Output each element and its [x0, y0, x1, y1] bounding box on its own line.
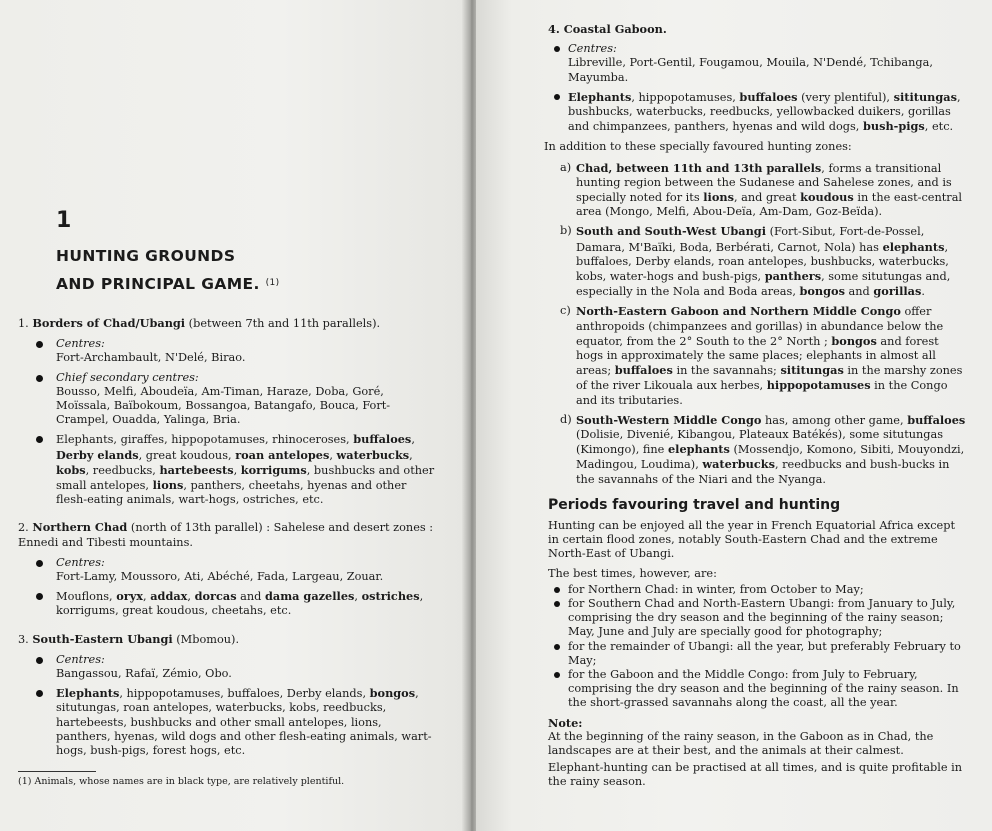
zone-3-title: 3. South-Eastern Ubangi (Mbomou). — [18, 631, 240, 646]
zone-3 — [18, 632, 438, 759]
chapter-title — [56, 243, 438, 298]
zone-1-title: 1. Borders of Chad/Ubangi (between 7th and 11th parallels). — [18, 316, 381, 330]
bullet-icon — [36, 375, 43, 382]
zone-b: b) South and South-West Ubangi (Fort-Sibut, Fort-de-Possel, Damara, M'Baïki, Boda, Berbérati, Carnot, Nola) has elephants, buffaloes, Derby elands, roan antelopes, bushbucks, waterbucks, kobs, water-hogs and bush-pigs, panthers, some situtungas and, especially in the Nola and Boda areas, bongos and gorillas. — [560, 224, 951, 299]
time-item: for Northern Chad: in winter, from October to May; — [548, 583, 968, 597]
note-2: Elephant-hunting can be practised at all times, and is quite profitable in the rainy season. — [548, 761, 963, 789]
bullet-icon — [36, 690, 43, 697]
bullet-icon — [36, 593, 43, 600]
zone-4-centres: Centres: Libreville, Port-Gentil, Fougamou, Mouila, N'Dendé, Tchibanga, Mayumba. — [548, 42, 968, 85]
chapter-title-line2: AND PRINCIPAL GAME. — [56, 275, 260, 293]
footnote-divider — [18, 771, 96, 772]
chapter-title-line1: HUNTING GROUNDS — [56, 247, 236, 265]
bullet-icon — [554, 587, 560, 593]
zone-3-centres: Centres: Bangassou, Rafaï, Zémio, Obo. — [18, 653, 438, 681]
zone-4-game: Elephants, hippopotamuses, buffaloes (very plentiful), sititungas, bushbucks, waterbucks, reedbucks, yellowbacked duikers, gorillas and chimpanzees, panthers, hyenas and wild dogs, bush-pigs, etc. — [548, 90, 968, 135]
bullet-icon — [36, 436, 43, 443]
zone-c: c) North-Eastern Gaboon and Northern Middle Congo offer anthropoids (chimpanzees and gorillas) in abundance below the equator, from the 2° South to the 2° North ; bongos and forest hogs in approximately the same places; elephants in almost all areas; buffaloes in the savannahs; sititungas in the marshy zones of the river Likouala aux herbes, hippopotamuses in the Congo and its tributaries. — [560, 304, 963, 407]
zone-2-centres: Centres: Fort-Lamy, Moussoro, Ati, Abéché, Fada, Largeau, Zouar. — [18, 556, 438, 584]
zone-1-centres: Centres: Fort-Archambault, N'Delé, Birao. — [18, 337, 438, 365]
zone-1-game: Elephants, giraffes, hippopotamuses, rhinoceroses, buffaloes, Derby elands, great koudous, roan antelopes, waterbucks, kobs, reedbucks, hartebeests, korrigums, bushbucks and other small antelopes, lions, panthers, cheetahs, hyenas and other flesh-eating animals, wart-hogs, ostriches, etc. — [18, 432, 438, 507]
bullet-icon — [554, 601, 560, 607]
left-page — [0, 0, 468, 831]
note-label: Note: — [548, 715, 583, 730]
zone-2-title: 2. Northern Chad (north of 13th parallel) : Sahelese and desert zones : Ennedi and Tibesti mountains. — [18, 520, 434, 549]
zone-4 — [548, 22, 968, 134]
zone-a: a) Chad, between 11th and 13th parallels, forms a transitional hunting region between the Sudanese and Sahelese zones, and is specially noted for its lions, and great koudous in the east-central area (Mongo, Melfi, Abou-Deïa, Am-Dam, Goz-Beïda). — [560, 160, 963, 219]
right-page — [476, 0, 992, 831]
best-times: The best times, however, are: — [548, 566, 717, 580]
time-item: for the remainder of Ubangi: all the year, but preferably February to May; — [548, 640, 968, 668]
chapter-title-note: (1) — [265, 278, 280, 288]
zone-1 — [18, 316, 438, 507]
zones-intro: In addition to these specially favoured hunting zones: — [544, 140, 852, 154]
bullet-icon — [554, 94, 560, 100]
periods-intro: Hunting can be enjoyed all the year in French Equatorial Africa except in certain flood zones, notably South-Eastern Chad and the extreme North-East of Ubangi. — [548, 518, 955, 561]
additional-zones — [548, 161, 968, 487]
bullet-icon — [554, 46, 560, 52]
zone-1-secondary-centres: Chief secondary centres: Bousso, Melfi, Aboudeïa, Am-Timan, Haraze, Doba, Goré, Moïssala, Baïbokoum, Bossangoa, Batangafo, Bouca, Fort-Crampel, Ouadda, Yalinga, Bria. — [18, 371, 438, 428]
bullet-icon — [36, 560, 43, 567]
bullet-icon — [554, 644, 560, 650]
bullet-icon — [36, 341, 43, 348]
periods-section — [548, 519, 968, 790]
periods-title: Periods favouring travel and hunting — [548, 496, 841, 513]
bullet-icon — [36, 657, 43, 664]
zone-2 — [18, 520, 438, 618]
time-item: for the Gaboon and the Middle Congo: from July to February, comprising the dry season and the beginning of the rainy season. In the short-grassed savannahs along the coast, all the year. — [548, 668, 968, 711]
zone-d: d) South-Western Middle Congo has, among other game, buffaloes (Dolisie, Divenié, Kibangou, Plateaux Batékés), some situtungas (Kimongo), fine elephants (Mossendjo, Komono, Sibiti, Mouyondzi, Madingou, Loudima), waterbucks, reedbucks and bush-bucks in the savannahs of the Niari and the Nyanga. — [560, 412, 966, 486]
time-item: for Southern Chad and North-Eastern Ubangi: from January to July, comprising the dry season and the beginning of the rainy season; May, June and July are specially good for photography; — [548, 597, 968, 640]
chapter-number: 1 — [56, 208, 72, 233]
zone-2-game: Mouflons, oryx, addax, dorcas and dama gazelles, ostriches, korrigums, great koudous, cheetahs, etc. — [18, 589, 438, 618]
footnote: (1) Animals, whose names are in black type, are relatively plentiful. — [18, 776, 345, 788]
note-1: At the beginning of the rainy season, in the Gaboon as in Chad, the landscapes are at their best, and the animals at their calmest. — [548, 729, 934, 757]
zone-3-game: Elephants, hippopotamuses, buffaloes, Derby elands, bongos, situtungas, roan antelopes, waterbucks, kobs, reedbucks, hartebeests, bushbucks and other small antelopes, lions, panthers, hyenas, wild dogs and other flesh-eating animals, wart-hogs, bush-pigs, forest hogs, etc. — [18, 686, 438, 758]
bullet-icon — [554, 672, 560, 678]
zone-4-title: 4. Coastal Gaboon. — [548, 22, 667, 36]
